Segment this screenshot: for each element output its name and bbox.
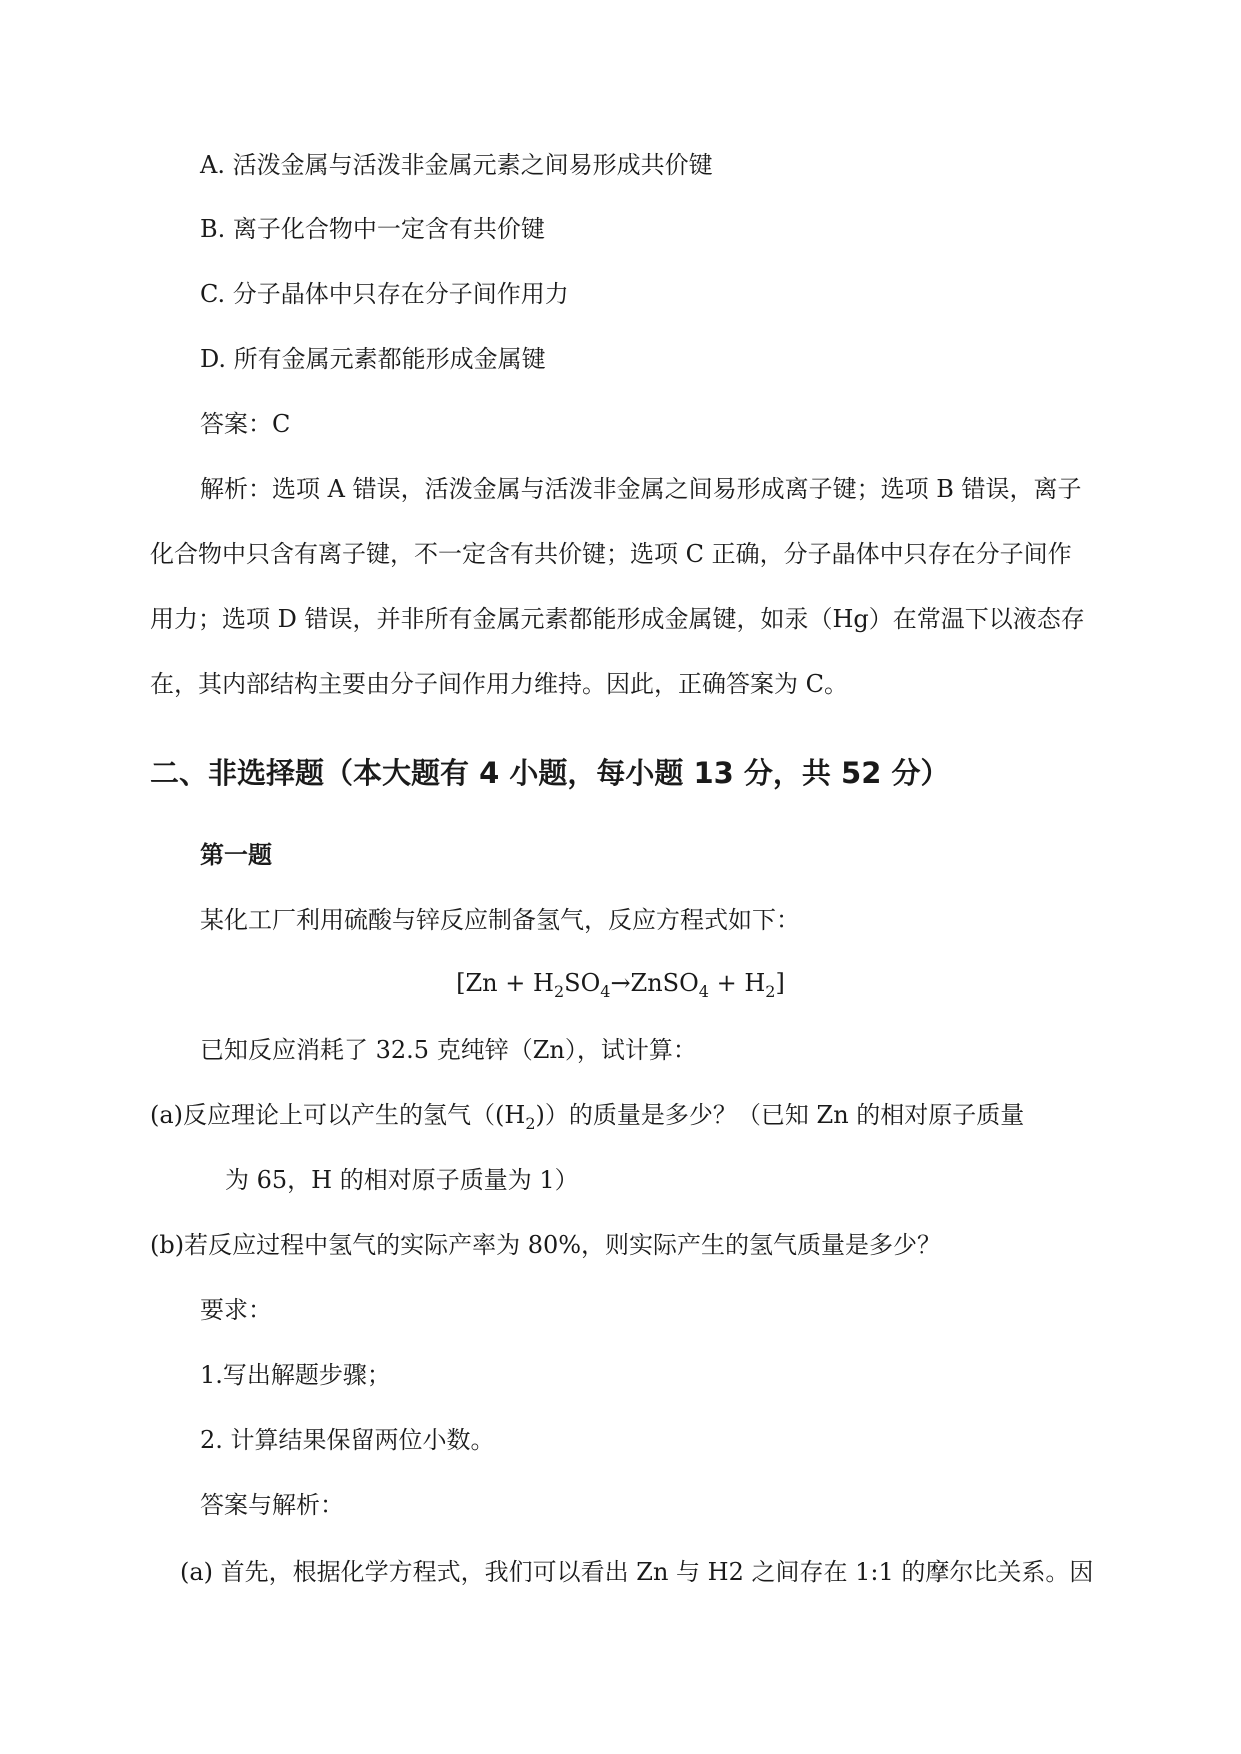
equation-part: →ZnSO	[610, 969, 699, 997]
requirement-1: 1.写出解题步骤；	[200, 1361, 391, 1389]
solution-label: 答案与解析：	[200, 1491, 344, 1519]
part-a-continuation: 为 65，H 的相对原子质量为 1）	[225, 1166, 579, 1194]
reaction-equation	[0, 966, 1241, 1009]
section-title: 二、非选择题（本大题有 4 小题，每小题 13 分，共 52 分）	[150, 756, 950, 790]
option-c: C. 分子晶体中只存在分子间作用力	[200, 280, 569, 308]
analysis-line-4: 在，其内部结构主要由分子间作用力维持。因此，正确答案为 C。	[150, 670, 848, 698]
part-b-question: (b)若反应过程中氢气的实际产率为 80%，则实际产生的氢气质量是多少？	[150, 1231, 942, 1259]
option-b: B. 离子化合物中一定含有共价键	[200, 215, 545, 243]
h2-formula: (H	[495, 1101, 526, 1129]
equation-subscript: 2	[765, 982, 776, 1001]
h2-subscript: 2	[525, 1114, 536, 1133]
equation-part: SO	[564, 969, 601, 997]
equation-subscript: 4	[698, 982, 709, 1001]
analysis-line-2: 化合物中只含有离子键，不一定含有共价键；选项 C 正确，分子晶体中只存在分子间作	[150, 540, 1072, 568]
answer-line: 答案：C	[200, 410, 291, 438]
equation-part: ]	[775, 969, 785, 997]
part-a-text-end: ）的质量是多少？（已知 Zn 的相对原子质量	[544, 1101, 1025, 1129]
given-data: 已知反应消耗了 32.5 克纯锌（Zn），试计算：	[200, 1036, 697, 1064]
part-a-question	[150, 1100, 1024, 1139]
question-heading: 第一题	[200, 841, 272, 869]
requirement-2: 2. 计算结果保留两位小数。	[200, 1426, 495, 1454]
analysis-line-1: 解析：选项 A 错误，活泼金属与活泼非金属之间易形成离子键；选项 B 错误，离子	[200, 475, 1082, 503]
requirements-label: 要求：	[200, 1296, 272, 1324]
part-a-text: (a)反应理论上可以产生的氢气（	[150, 1101, 496, 1129]
solution-a: (a) 首先，根据化学方程式，我们可以看出 Zn 与 H2 之间存在 1:1 的摩尔比关系。因	[180, 1558, 1094, 1586]
question-intro: 某化工厂利用硫酸与锌反应制备氢气，反应方程式如下：	[200, 906, 800, 934]
equation-part: [Zn + H	[456, 969, 554, 997]
equation-subscript: 2	[553, 982, 565, 1001]
equation-subscript: 4	[600, 982, 611, 1001]
equation-part: + H	[708, 969, 766, 997]
option-a: A. 活泼金属与活泼非金属元素之间易形成共价键	[200, 151, 713, 179]
analysis-line-3: 用力；选项 D 错误，并非所有金属元素都能形成金属键，如汞（Hg）在常温下以液态存	[150, 605, 1085, 633]
option-d: D. 所有金属元素都能形成金属键	[200, 345, 546, 373]
h2-formula-close: )	[535, 1101, 545, 1129]
